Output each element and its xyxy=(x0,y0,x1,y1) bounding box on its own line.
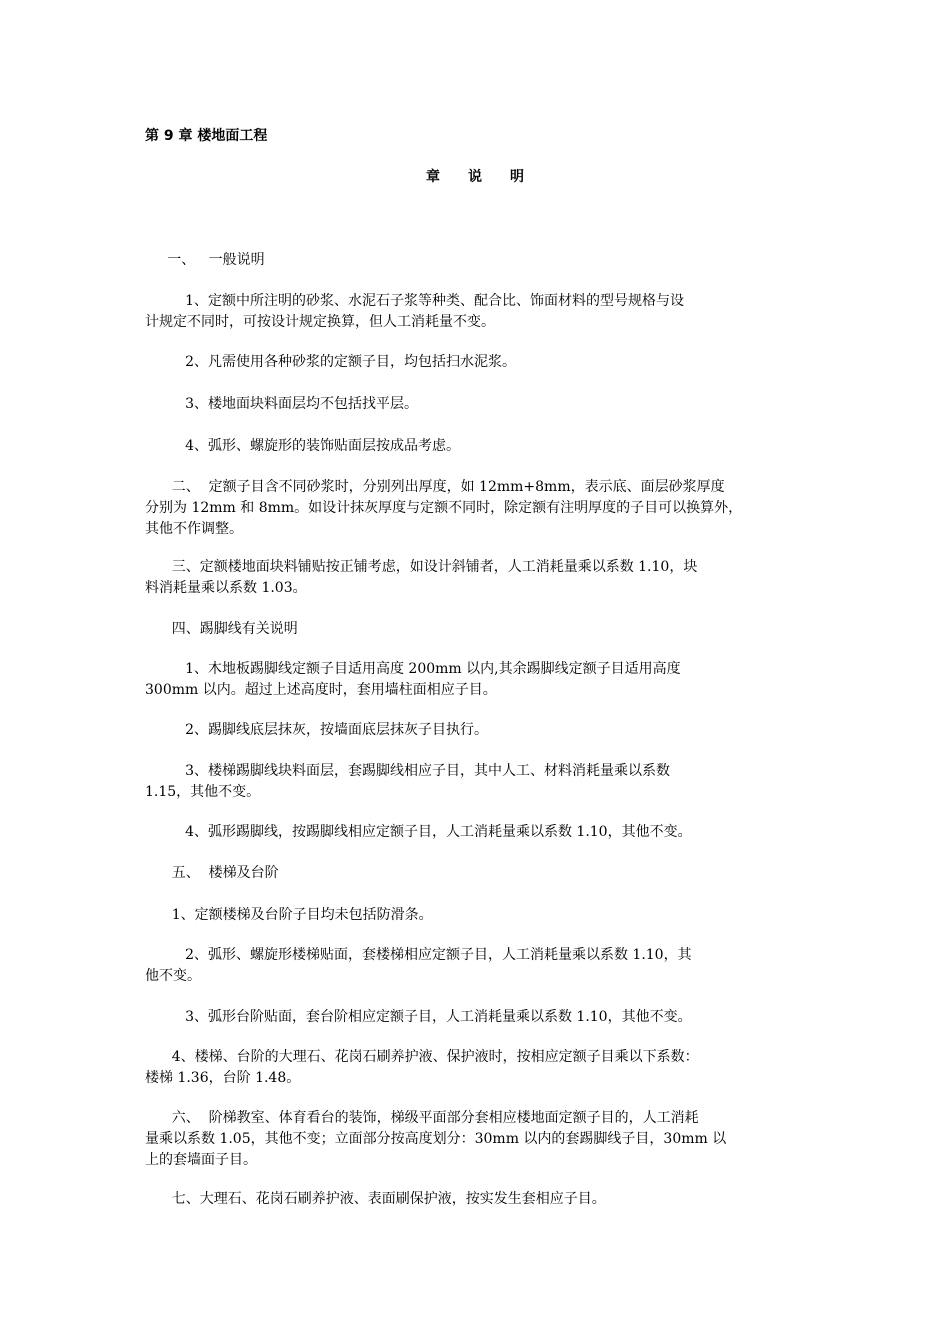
paragraph-line: 2、弧形、螺旋形楼梯贴面，套楼梯相应定额子目，人工消耗量乘以系数 1.10，其 xyxy=(145,947,692,963)
paragraph-general xyxy=(145,250,810,271)
paragraph-line: 3、弧形台阶贴面，套台阶相应定额子目，人工消耗量乘以系数 1.10，其他不变。 xyxy=(145,1009,692,1025)
paragraph-5-3 xyxy=(145,1007,810,1028)
paragraph-line: 三、定额楼地面块料铺贴按正铺考虑，如设计斜铺者，人工消耗量乘以系数 1.10，块 xyxy=(145,559,698,575)
section-title: 章说明 xyxy=(426,169,552,185)
paragraph-line: 量乘以系数 1.05，其他不变；立面部分按高度划分：30mm 以内的套踢脚线子目，30mm 以 xyxy=(145,1131,727,1147)
paragraph-5-1 xyxy=(145,905,810,926)
paragraph-line: 七、大理石、花岗石刷养护液、表面刷保护液，按实发生套相应子目。 xyxy=(145,1191,606,1207)
paragraph-4-2 xyxy=(145,720,810,741)
paragraph-3 xyxy=(145,557,810,599)
paragraph-line: 一、 一般说明 xyxy=(145,252,265,268)
paragraph-4-4 xyxy=(145,822,810,843)
paragraph-line: 楼梯 1.36，台阶 1.48。 xyxy=(145,1070,301,1086)
paragraph-line: 2、踢脚线底层抹灰，按墙面底层抹灰子目执行。 xyxy=(145,722,488,738)
paragraph-line: 计规定不同时，可按设计规定换算，但人工消耗量不变。 xyxy=(145,314,495,330)
paragraph-4-1 xyxy=(145,659,810,701)
paragraph-6 xyxy=(145,1108,810,1171)
paragraph-1-3 xyxy=(145,394,810,415)
paragraph-5 xyxy=(145,863,810,884)
chapter-title: 第 9 章 楼地面工程 xyxy=(145,128,268,144)
paragraph-line: 1、木地板踢脚线定额子目适用高度 200mm 以内,其余踢脚线定额子目适用高度 xyxy=(145,661,681,677)
paragraph-4-3 xyxy=(145,761,810,803)
paragraph-5-4 xyxy=(145,1047,810,1089)
paragraph-line: 分别为 12mm 和 8mm。如设计抹灰厚度与定额不同时，除定额有注明厚度的子目可以换算外， xyxy=(145,500,743,516)
paragraph-line: 4、弧形、螺旋形的装饰贴面层按成品考虑。 xyxy=(145,438,460,454)
paragraph-1-2 xyxy=(145,352,810,373)
paragraph-line: 4、楼梯、台阶的大理石、花岗石刷养护液、保护液时，按相应定额子目乘以下系数： xyxy=(145,1049,699,1065)
paragraph-1-4 xyxy=(145,436,810,457)
paragraph-4 xyxy=(145,619,810,640)
paragraph-line: 料消耗量乘以系数 1.03。 xyxy=(145,580,307,596)
paragraph-line: 3、楼地面块料面层均不包括找平层。 xyxy=(145,396,418,412)
paragraph-5-2 xyxy=(145,945,810,987)
paragraph-line: 3、楼梯踢脚线块料面层，套踢脚线相应子目，其中人工、材料消耗量乘以系数 xyxy=(145,763,670,779)
paragraph-line: 他不变。 xyxy=(145,968,201,984)
paragraph-line: 五、 楼梯及台阶 xyxy=(145,865,279,881)
paragraph-line: 2、凡需使用各种砂浆的定额子目，均包括扫水泥浆。 xyxy=(145,354,516,370)
paragraph-line: 二、 定额子目含不同砂浆时，分别列出厚度，如 12mm+8mm，表示底、面层砂浆厚度 xyxy=(145,479,725,495)
paragraph-line: 1.15，其他不变。 xyxy=(145,784,261,800)
paragraph-1-1 xyxy=(145,291,810,333)
paragraph-line: 六、 阶梯教室、体育看台的装饰，梯级平面部分套相应楼地面定额子目的，人工消耗 xyxy=(145,1110,699,1126)
paragraph-line: 其他不作调整。 xyxy=(145,521,243,537)
paragraph-line: 1、定额中所注明的砂浆、水泥石子浆等种类、配合比、饰面材料的型号规格与设 xyxy=(145,293,684,309)
paragraph-2 xyxy=(145,477,810,540)
paragraph-line: 4、弧形踢脚线，按踢脚线相应定额子目，人工消耗量乘以系数 1.10，其他不变。 xyxy=(145,824,692,840)
paragraph-line: 300mm 以内。超过上述高度时，套用墙柱面相应子目。 xyxy=(145,682,497,698)
paragraph-line: 四、踢脚线有关说明 xyxy=(145,621,298,637)
paragraph-line: 上的套墙面子目。 xyxy=(145,1152,257,1168)
paragraph-7 xyxy=(145,1189,810,1210)
paragraph-line: 1、定额楼梯及台阶子目均未包括防滑条。 xyxy=(145,907,433,923)
